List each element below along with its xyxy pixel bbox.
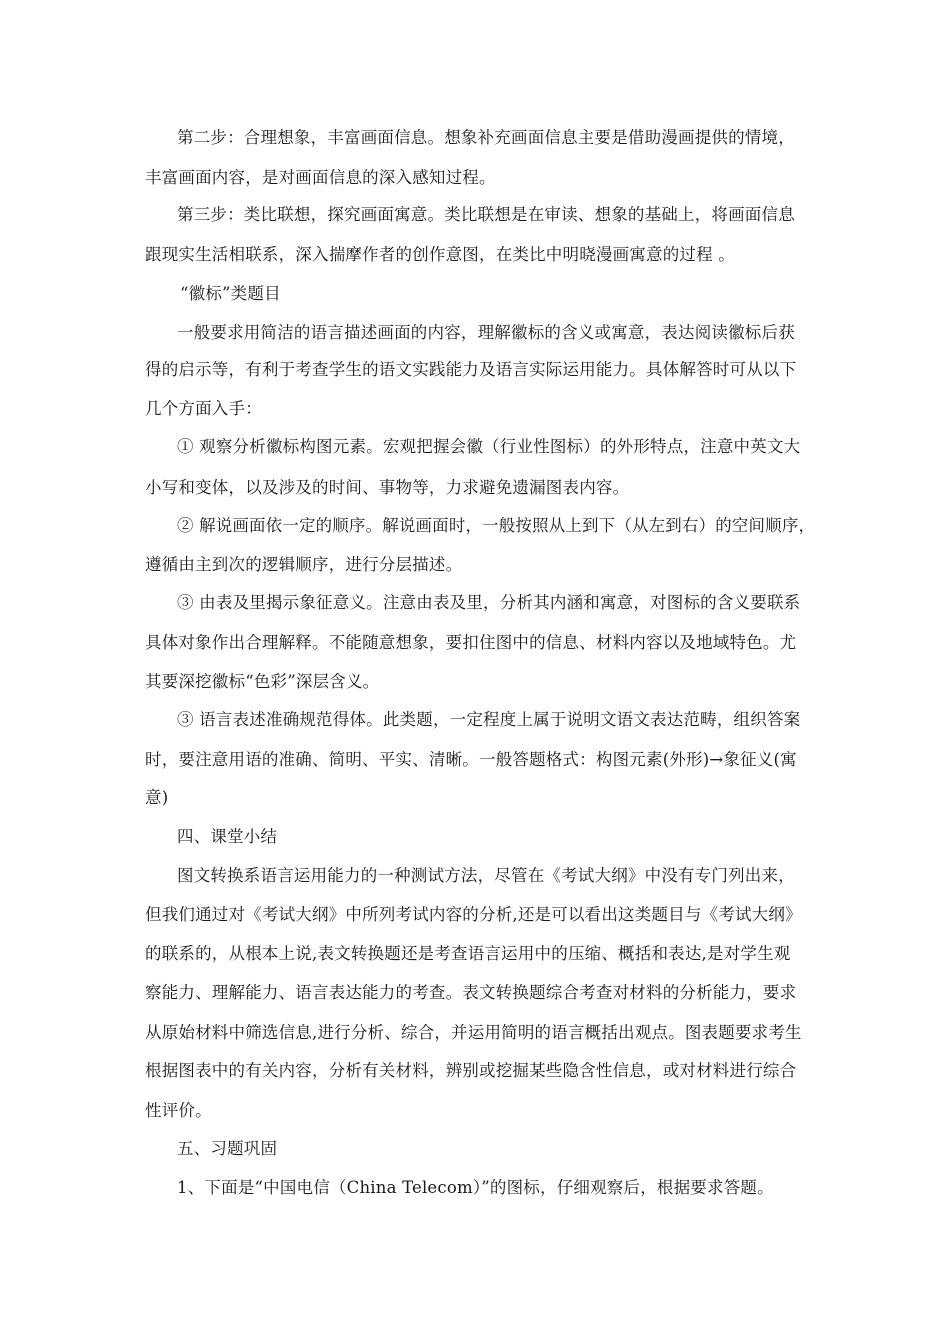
section-heading-summary: 四、课堂小结: [177, 827, 278, 846]
step-three-line-2: 跟现实生活相联系，深入揣摩作者的创作意图，在类比中明晓漫画寓意的过程 。: [145, 245, 735, 264]
summary-line-2: 但我们通过对《考试大纲》中所列考试内容的分析,还是可以看出这类题目与《考试大纲》: [145, 905, 802, 924]
exercise-1-prompt: 1、下面是“中国电信（China Telecom）”的图标，仔细观察后，根据要求答题。: [177, 1178, 774, 1197]
point-3-line-2: 具体对象作出合理解释。不能随意想象，要扣住图中的信息、材料内容以及地域特色。尤: [145, 633, 797, 652]
summary-line-5: 从原始材料中筛选信息,进行分析、综合，并运用简明的语言概括出观点。图表题要求考生: [145, 1023, 802, 1042]
step-two-line-1: 第二步：合理想象，丰富画面信息。想象补充画面信息主要是借助漫画提供的情境，: [177, 128, 795, 147]
section-heading-exercises: 五、习题巩固: [177, 1139, 278, 1158]
emblem-intro-line-2: 得的启示等，有利于考查学生的语文实践能力及语言实际运用能力。具体解答时可从以下: [145, 360, 797, 379]
section-heading-emblem: “徽标”类题目: [180, 284, 281, 303]
point-1-line-2: 小写和变体，以及涉及的时间、事物等，力求避免遗漏图表内容。: [145, 478, 630, 497]
step-two-line-2: 丰富画面内容，是对画面信息的深入感知过程。: [145, 168, 496, 187]
step-three-line-1: 第三步：类比联想，探究画面寓意。类比联想是在审读、想象的基础上，将画面信息: [177, 205, 795, 224]
summary-line-3: 的联系的，从根本上说,表文转换题还是考查语言运用中的压缩、概括和表达,是对学生观: [145, 944, 791, 963]
point-3-line-1: ③ 由表及里揭示象征意义。注意由表及里，分析其内涵和寓意，对图标的含义要联系: [177, 593, 801, 612]
summary-line-4: 察能力、理解能力、语言表达能力的考查。表文转换题综合考查对材料的分析能力，要求: [145, 983, 797, 1002]
emblem-intro-line-1: 一般要求用简洁的语言描述画面的内容，理解徽标的含义或寓意，表达阅读徽标后获: [177, 323, 795, 342]
point-2-line-1: ② 解说画面依一定的顺序。解说画面时，一般按照从上到下（从左到右）的空间顺序，: [177, 516, 816, 535]
summary-line-6: 根据图表中的有关内容，分析有关材料，辨别或挖掘某些隐含性信息，或对材料进行综合: [145, 1061, 797, 1080]
summary-line-1: 图文转换系语言运用能力的一种测试方法，尽管在《考试大纲》中没有专门列出来，: [177, 866, 795, 885]
point-4-line-3: 意): [145, 788, 169, 807]
point-4-line-2: 时，要注意用语的准确、简明、平实、清晰。一般答题格式：构图元素(外形)→象征义(寓: [145, 750, 797, 769]
point-3-line-3: 其要深挖徽标“色彩”深层含义。: [145, 672, 380, 691]
point-1-line-1: ① 观察分析徽标构图元素。宏观把握会徽（行业性图标）的外形特点，注意中英文大: [177, 437, 801, 456]
summary-line-7: 性评价。: [145, 1101, 212, 1120]
point-2-line-2: 遵循由主到次的逻辑顺序，进行分层描述。: [145, 555, 463, 574]
emblem-intro-line-3: 几个方面入手：: [145, 399, 262, 418]
point-4-line-1: ③ 语言表述准确规范得体。此类题，一定程度上属于说明文语文表达范畴，组织答案: [177, 710, 801, 729]
